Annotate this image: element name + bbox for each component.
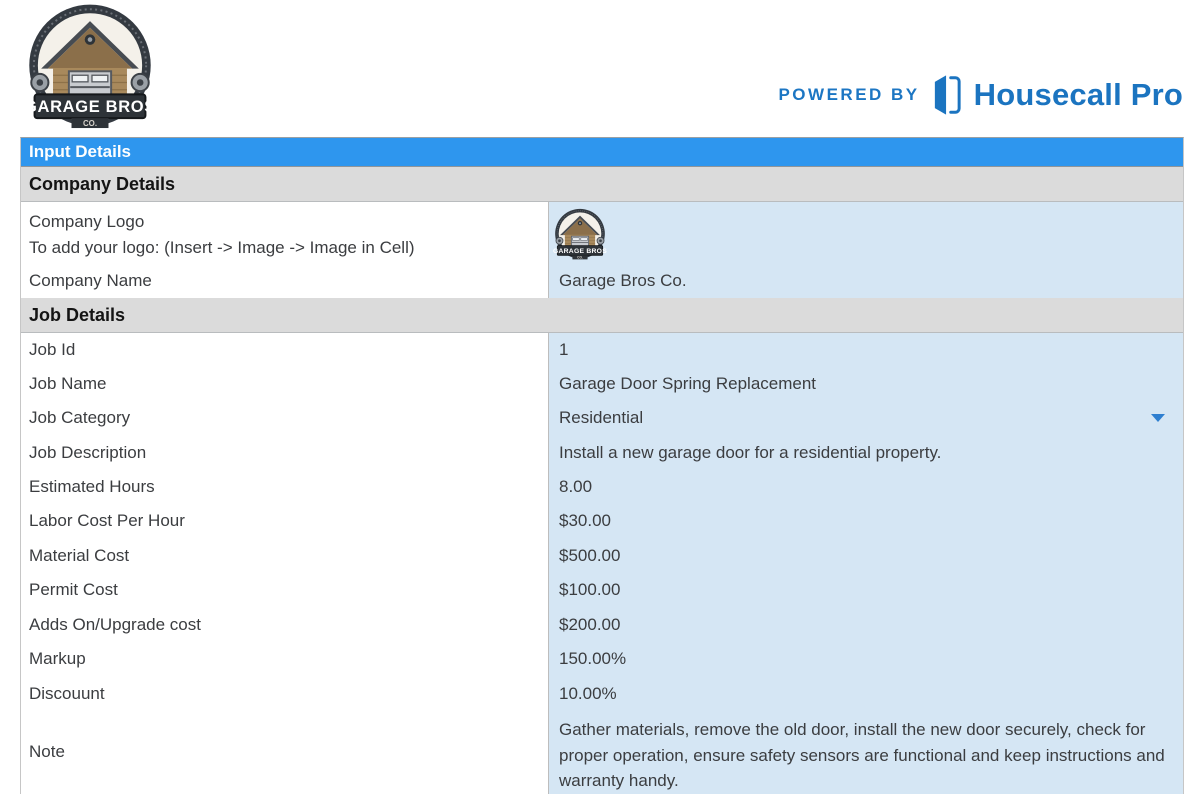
material-cost-label: Material Cost bbox=[21, 538, 549, 573]
job-category-label: Job Category bbox=[21, 401, 549, 435]
table-title-bar bbox=[21, 138, 1183, 167]
discount-value-cell[interactable]: 10.00% bbox=[549, 676, 1183, 711]
garage-bros-logo-icon bbox=[24, 2, 156, 130]
markup-value-cell[interactable]: 150.00% bbox=[549, 642, 1183, 676]
table-row bbox=[21, 676, 1183, 711]
housecall-pro-icon bbox=[933, 74, 961, 116]
company-logo-label: Company Logo bbox=[29, 212, 145, 231]
estimated-hours-value-cell[interactable]: 8.00 bbox=[549, 470, 1183, 504]
adds-on-label: Adds On/Upgrade cost bbox=[21, 607, 549, 642]
table-row bbox=[21, 435, 1183, 470]
section-job-details bbox=[21, 298, 1183, 333]
job-description-label: Job Description bbox=[21, 435, 549, 470]
table-row bbox=[21, 401, 1183, 435]
company-logo-value-cell[interactable] bbox=[549, 202, 1183, 263]
table-row bbox=[21, 263, 1183, 298]
powered-by-label: POWERED BY bbox=[778, 85, 920, 104]
table-row bbox=[21, 538, 1183, 573]
note-label: Note bbox=[21, 711, 549, 794]
note-value-cell[interactable]: Gather materials, remove the old door, install the new door securely, check for proper operation, ensure safety sensors are functional and keep instructions and warranty handy. bbox=[549, 711, 1183, 794]
company-logo-hint: To add your logo: (Insert -> Image -> Image in Cell) bbox=[29, 238, 415, 257]
job-name-label: Job Name bbox=[21, 367, 549, 401]
powered-by-lockup bbox=[778, 70, 1183, 120]
job-id-value-cell[interactable]: 1 bbox=[549, 333, 1183, 367]
section-label: Job Details bbox=[29, 304, 126, 325]
company-logo-label-cell bbox=[21, 202, 549, 263]
chevron-down-icon[interactable] bbox=[1151, 414, 1165, 422]
adds-on-value-cell[interactable]: $200.00 bbox=[549, 607, 1183, 642]
table-row bbox=[21, 573, 1183, 607]
housecall-pro-wordmark: Housecall Pro bbox=[973, 77, 1183, 112]
company-logo-image bbox=[553, 207, 607, 261]
section-label: Company Details bbox=[29, 173, 176, 194]
table-row bbox=[21, 504, 1183, 538]
table-title: Input Details bbox=[29, 142, 132, 161]
job-category-selected-value: Residential bbox=[559, 408, 644, 427]
input-details-table bbox=[20, 137, 1184, 794]
permit-cost-value-cell[interactable]: $100.00 bbox=[549, 573, 1183, 607]
table-row bbox=[21, 367, 1183, 401]
table-row bbox=[21, 202, 1183, 263]
material-cost-value-cell[interactable]: $500.00 bbox=[549, 538, 1183, 573]
company-name-value-cell[interactable]: Garage Bros Co. bbox=[549, 263, 1183, 298]
table-row bbox=[21, 642, 1183, 676]
job-name-value-cell[interactable]: Garage Door Spring Replacement bbox=[549, 367, 1183, 401]
job-category-value-cell[interactable] bbox=[549, 401, 1183, 435]
permit-cost-label: Permit Cost bbox=[21, 573, 549, 607]
section-company-details bbox=[21, 167, 1183, 202]
job-description-value-cell[interactable]: Install a new garage door for a residential property. bbox=[549, 435, 1183, 470]
page-header bbox=[0, 0, 1200, 137]
table-row bbox=[21, 470, 1183, 504]
discount-label: Discouunt bbox=[21, 676, 549, 711]
table-row bbox=[21, 333, 1183, 367]
markup-label: Markup bbox=[21, 642, 549, 676]
labor-cost-value-cell[interactable]: $30.00 bbox=[549, 504, 1183, 538]
table-row bbox=[21, 607, 1183, 642]
job-id-label: Job Id bbox=[21, 333, 549, 367]
estimated-hours-label: Estimated Hours bbox=[21, 470, 549, 504]
company-name-label: Company Name bbox=[21, 263, 549, 298]
labor-cost-label: Labor Cost Per Hour bbox=[21, 504, 549, 538]
table-row bbox=[21, 711, 1183, 794]
